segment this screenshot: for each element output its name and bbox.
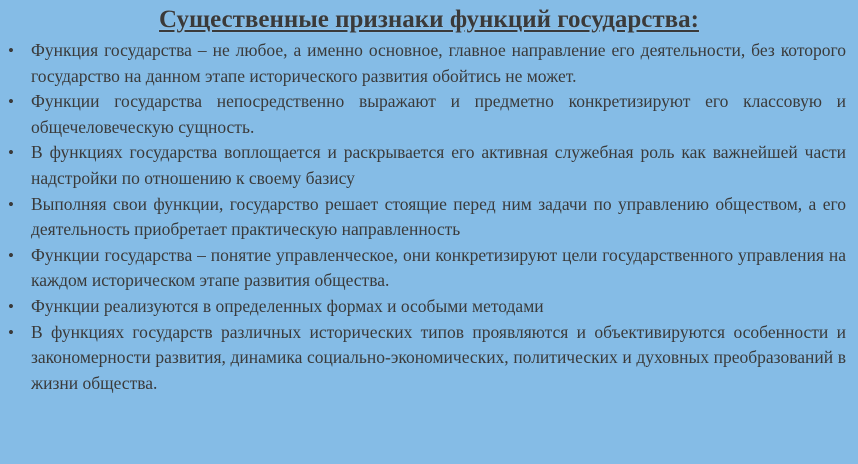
list-item-text: В функциях государства воплощается и раскрывается его активная служебная роль как важнейшей части надстройки по отношению к своему базису: [31, 142, 846, 188]
list-item: [0, 243, 858, 294]
list-item: [0, 320, 858, 397]
list-item-text: В функциях государств различных исторических типов проявляются и объективируются особенности и закономерности развития, динамика социально-экономических, политических и духовных преобразований в жизни общества.: [31, 321, 846, 393]
bullet-icon: •: [8, 143, 14, 163]
list-item: [0, 140, 858, 191]
list-item-text: Функции государства непосредственно выражают и предметно конкретизируют его классовую и общечеловеческую сущность.: [31, 91, 846, 137]
bullet-icon: •: [8, 322, 14, 342]
list-item: [0, 89, 858, 140]
bullet-icon: •: [8, 296, 14, 316]
bullet-icon: •: [8, 92, 14, 112]
list-item-text: Выполняя свои функции, государство решает стоящие перед ним задачи по управлению обществом, а его деятельность приобретает практическую направленность: [31, 193, 846, 240]
list-item: [0, 38, 858, 89]
bullet-icon: •: [8, 194, 14, 214]
slide-title: Существенные признаки функций государства:: [159, 6, 699, 33]
feature-list: [0, 38, 858, 396]
list-item: [0, 192, 858, 243]
list-item-text: Функция государства – не любое, а именно основное, главное направление его деятельности, без которого государство на данном этапе исторического развития обойтись не может.: [31, 40, 846, 86]
list-item: [0, 294, 858, 320]
list-item-text: Функции реализуются в определенных формах и особыми методами: [31, 295, 544, 316]
list-item-text: Функции государства – понятие управленческое, они конкретизируют цели государственного управления на каждом историческом этапе развития общества.: [31, 244, 846, 291]
bullet-icon: •: [8, 245, 14, 265]
bullet-icon: •: [8, 41, 14, 60]
